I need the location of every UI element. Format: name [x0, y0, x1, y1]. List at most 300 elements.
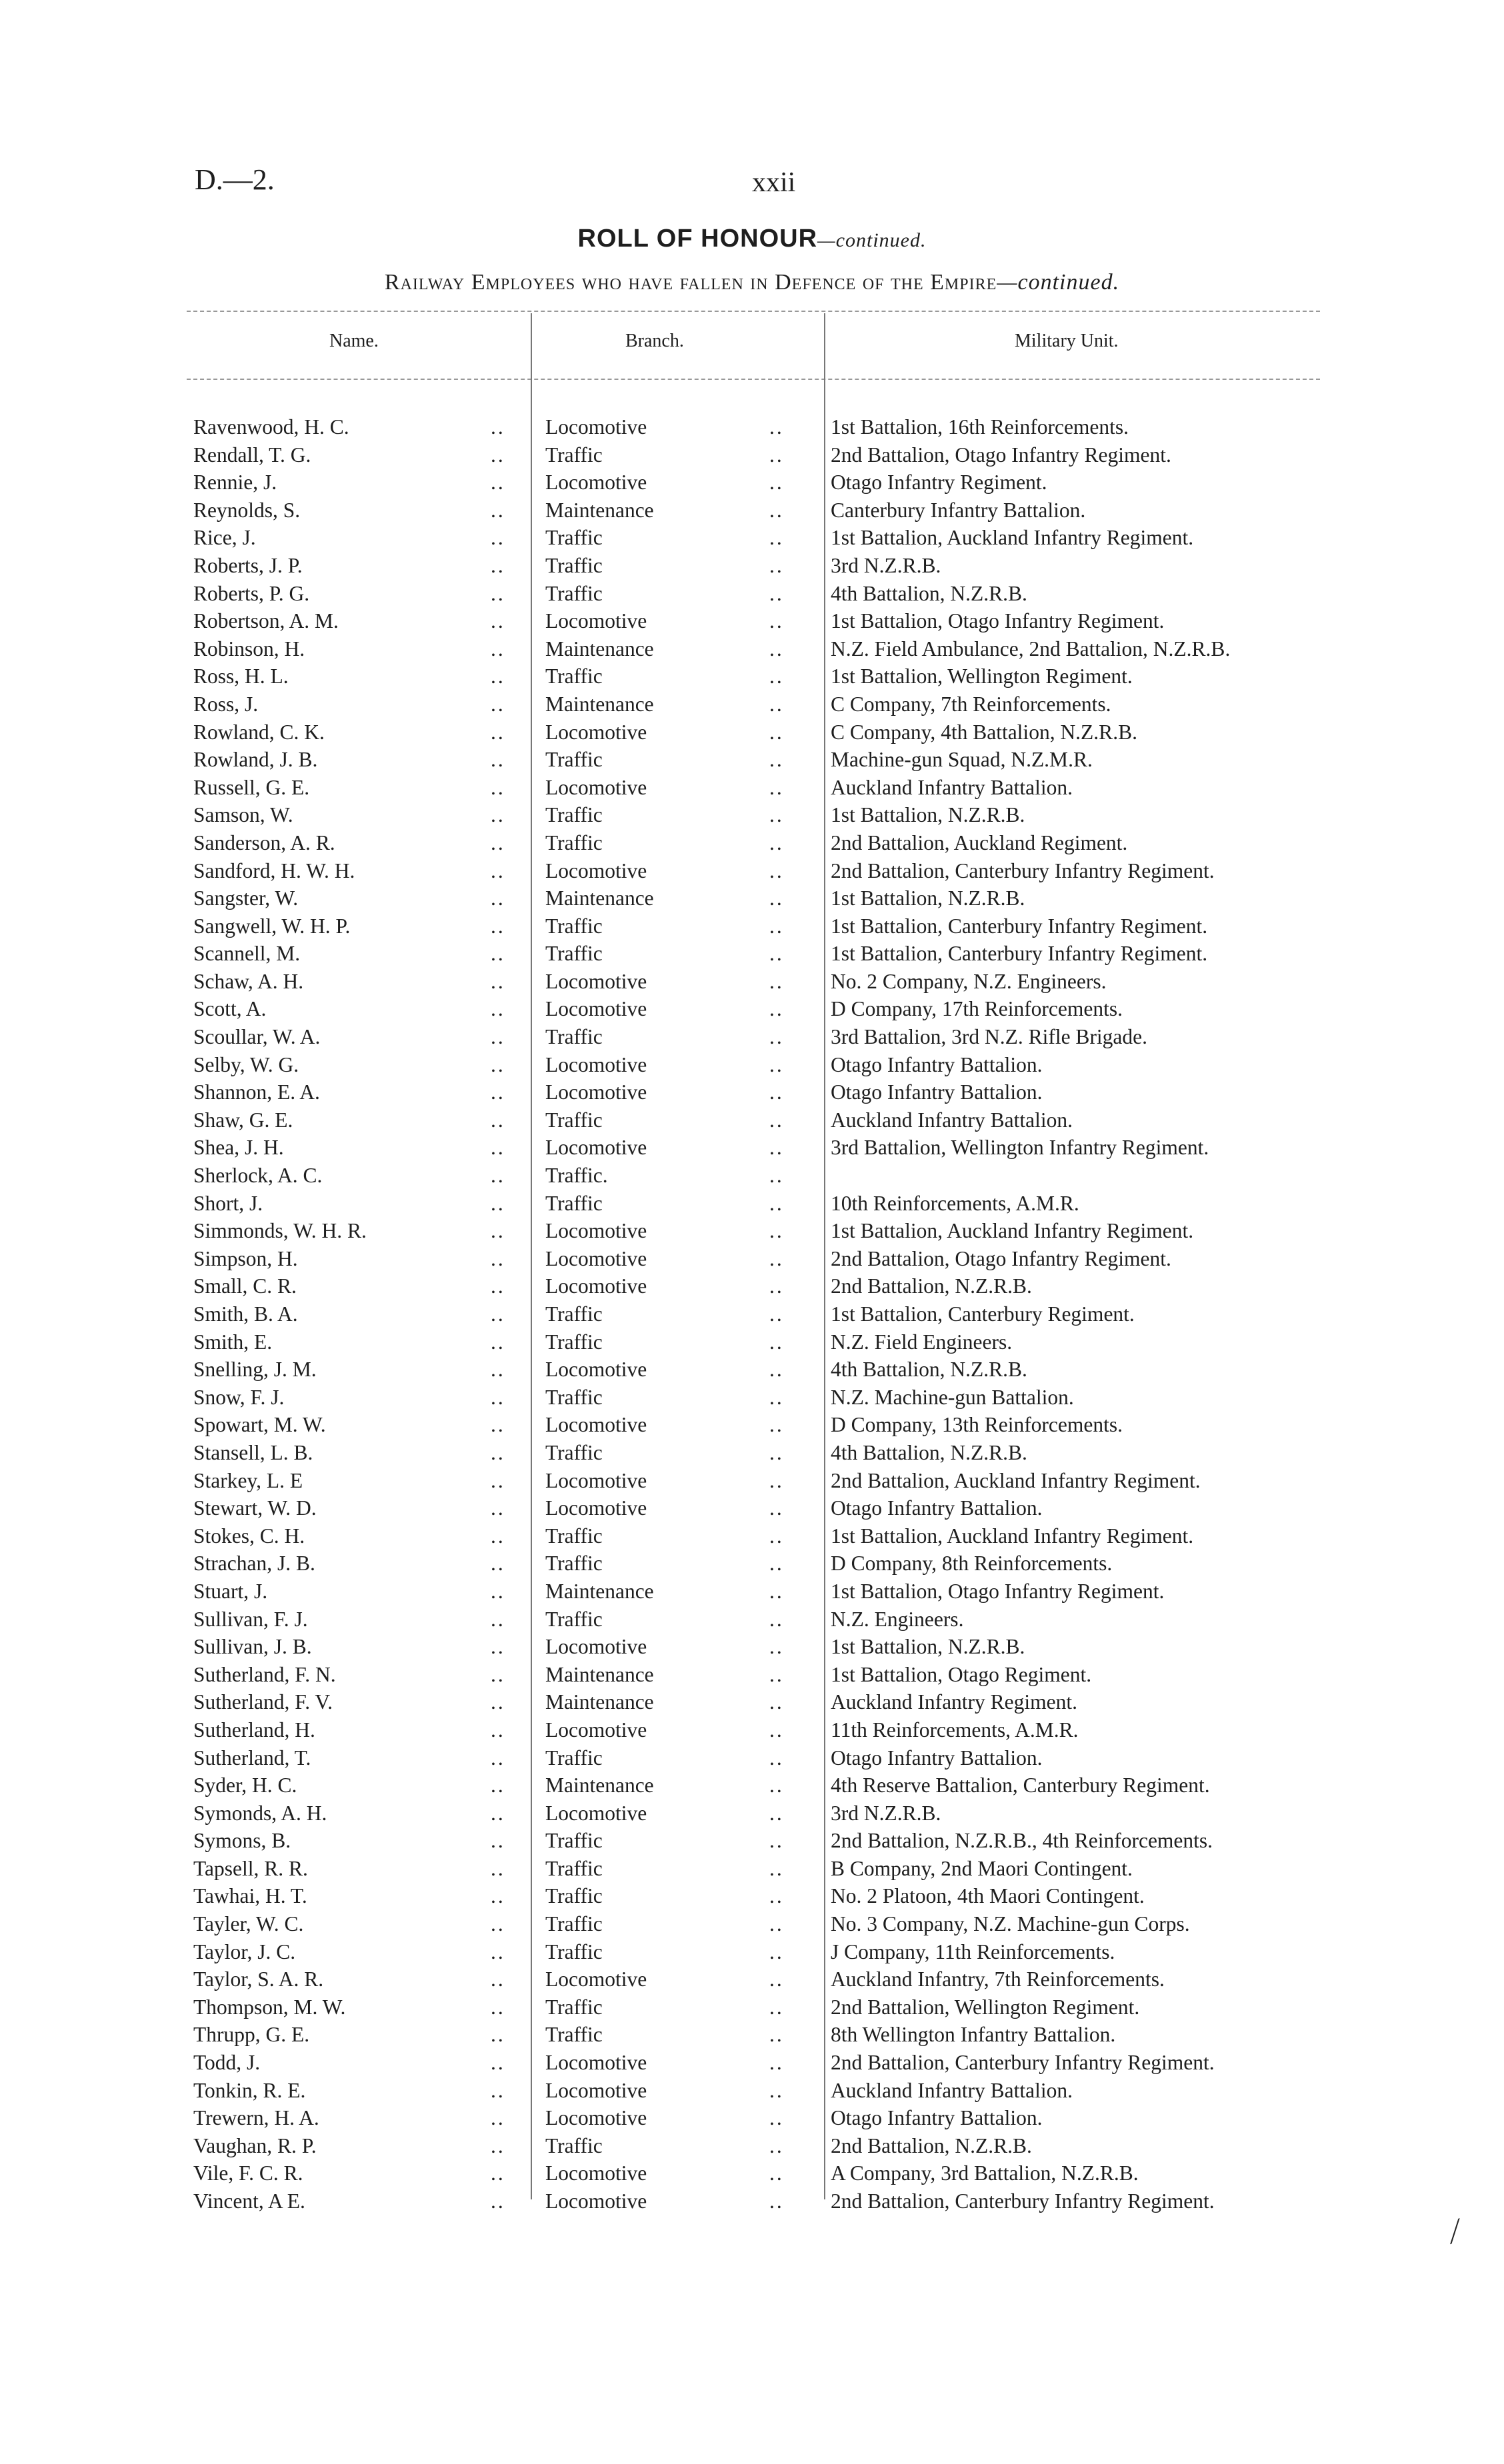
page-reference: D.—2.	[195, 163, 275, 196]
roll-branch: Traffic	[545, 1912, 603, 1936]
table-row	[0, 1411, 1504, 1439]
leader-dots: ..	[491, 1080, 505, 1104]
leader-dots: ..	[769, 1856, 784, 1880]
roll-subtitle	[0, 270, 1504, 295]
roll-name: Syder, H. C.	[193, 1774, 297, 1798]
roll-branch: Locomotive	[545, 609, 647, 633]
leader-dots: ..	[769, 1746, 784, 1770]
roll-name: Roberts, P. G.	[193, 581, 310, 605]
roll-name: Sherlock, A. C.	[193, 1164, 323, 1188]
leader-dots: ..	[769, 1080, 784, 1104]
leader-dots: ..	[769, 1774, 784, 1798]
table-row	[0, 497, 1504, 525]
table-row	[0, 1993, 1504, 2021]
leader-dots: ..	[769, 2106, 784, 2130]
table-row	[0, 2049, 1504, 2077]
roll-name: Tawhai, H. T.	[193, 1884, 307, 1908]
leader-dots: ..	[491, 1967, 505, 1991]
leader-dots: ..	[491, 1912, 505, 1936]
roll-military-unit: D Company, 13th Reinforcements.	[831, 1413, 1123, 1437]
leader-dots: ..	[769, 1718, 784, 1742]
leader-dots: ..	[491, 692, 505, 716]
table-row	[0, 1300, 1504, 1328]
roll-military-unit: 1st Battalion, Wellington Regiment.	[831, 664, 1133, 688]
leader-dots: ..	[769, 858, 784, 882]
roll-name: Sutherland, F. N.	[193, 1662, 336, 1686]
leader-dots: ..	[769, 1302, 784, 1326]
leader-dots: ..	[769, 1662, 784, 1686]
roll-branch: Traffic	[545, 914, 603, 938]
roll-subtitle-main: Railway Employees who have fallen in Defence of the Empire	[384, 270, 997, 295]
roll-military-unit: 2nd Battalion, Wellington Regiment.	[831, 1995, 1140, 2019]
roll-military-unit: 3rd Battalion, Wellington Infantry Regiment.	[831, 1136, 1209, 1160]
roll-military-unit: Auckland Infantry, 7th Reinforcements.	[831, 1967, 1165, 1991]
table-row	[0, 1855, 1504, 1883]
roll-name: Rowland, C. K.	[193, 720, 325, 744]
leader-dots: ..	[769, 1246, 784, 1270]
table-row	[0, 1800, 1504, 1828]
table-row	[0, 1772, 1504, 1800]
pencil-mark: ⁄	[1446, 2212, 1463, 2249]
roll-name: Stansell, L. B.	[193, 1440, 313, 1464]
leader-dots: ..	[769, 1607, 784, 1631]
roll-military-unit: 3rd Battalion, 3rd N.Z. Rifle Brigade.	[831, 1025, 1148, 1049]
table-row	[0, 1217, 1504, 1245]
roll-military-unit: 2nd Battalion, Canterbury Infantry Regiment.	[831, 2189, 1215, 2213]
roll-branch: Traffic.	[545, 1164, 608, 1188]
leader-dots: ..	[769, 636, 784, 660]
roll-branch: Locomotive	[545, 1801, 647, 1825]
leader-dots: ..	[491, 1440, 505, 1464]
table-row	[0, 801, 1504, 829]
table-row	[0, 940, 1504, 968]
leader-dots: ..	[769, 553, 784, 577]
roll-name: Rennie, J.	[193, 471, 277, 495]
leader-dots: ..	[769, 415, 784, 439]
leader-dots: ..	[491, 1579, 505, 1603]
table-row	[0, 1522, 1504, 1550]
roll-name: Starkey, L. E	[193, 1468, 303, 1492]
table-row	[0, 2021, 1504, 2049]
roll-military-unit: 1st Battalion, Auckland Infantry Regiment.	[831, 1219, 1194, 1243]
roll-military-unit: D Company, 17th Reinforcements.	[831, 997, 1123, 1021]
roll-name: Smith, E.	[193, 1330, 273, 1354]
leader-dots: ..	[491, 1302, 505, 1326]
table-row	[0, 690, 1504, 718]
leader-dots: ..	[491, 1801, 505, 1825]
leader-dots: ..	[491, 1856, 505, 1880]
leader-dots: ..	[491, 1219, 505, 1243]
leader-dots: ..	[491, 942, 505, 966]
roll-military-unit: Otago Infantry Regiment.	[831, 471, 1047, 495]
leader-dots: ..	[491, 1274, 505, 1298]
leader-dots: ..	[769, 581, 784, 605]
leader-dots: ..	[491, 1746, 505, 1770]
leader-dots: ..	[769, 1025, 784, 1049]
roll-military-unit: 1st Battalion, 16th Reinforcements.	[831, 415, 1129, 439]
roll-military-unit: 1st Battalion, N.Z.R.B.	[831, 803, 1025, 827]
roll-branch: Maintenance	[545, 886, 654, 910]
leader-dots: ..	[769, 914, 784, 938]
roll-name: Stokes, C. H.	[193, 1524, 305, 1548]
leader-dots: ..	[769, 2051, 784, 2075]
roll-branch: Locomotive	[545, 1967, 647, 1991]
leader-dots: ..	[491, 471, 505, 495]
leader-dots: ..	[769, 471, 784, 495]
leader-dots: ..	[491, 1385, 505, 1409]
table-row	[0, 1078, 1504, 1106]
table-row	[0, 1467, 1504, 1495]
roll-branch: Locomotive	[545, 997, 647, 1021]
table-row	[0, 662, 1504, 690]
roll-military-unit: 2nd Battalion, N.Z.R.B.	[831, 2133, 1032, 2157]
roll-branch: Locomotive	[545, 1718, 647, 1742]
roll-military-unit: 2nd Battalion, Auckland Regiment.	[831, 830, 1128, 854]
roll-branch: Traffic	[545, 1524, 603, 1548]
leader-dots: ..	[491, 664, 505, 688]
roll-name: Vaughan, R. P.	[193, 2133, 317, 2157]
roll-name: Selby, W. G.	[193, 1052, 299, 1076]
roll-branch: Locomotive	[545, 1496, 647, 1520]
column-header-unit: Military Unit.	[1015, 331, 1119, 351]
leader-dots: ..	[769, 1524, 784, 1548]
roll-branch: Traffic	[545, 1829, 603, 1853]
roll-branch: Traffic	[545, 1302, 603, 1326]
roll-name: Spowart, M. W.	[193, 1413, 326, 1437]
leader-dots: ..	[491, 720, 505, 744]
table-row	[0, 1661, 1504, 1689]
leader-dots: ..	[769, 1136, 784, 1160]
roll-name: Scoullar, W. A.	[193, 1025, 321, 1049]
table-row	[0, 1744, 1504, 1772]
roll-name: Stewart, W. D.	[193, 1496, 317, 1520]
table-row	[0, 1494, 1504, 1522]
leader-dots: ..	[769, 1440, 784, 1464]
column-header-name: Name.	[329, 331, 379, 351]
leader-dots: ..	[769, 1635, 784, 1659]
leader-dots: ..	[491, 636, 505, 660]
roll-military-unit: No. 3 Company, N.Z. Machine-gun Corps.	[831, 1912, 1190, 1936]
roll-branch: Maintenance	[545, 636, 654, 660]
roll-name: Simmonds, W. H. R.	[193, 1219, 367, 1243]
roll-name: Sutherland, F. V.	[193, 1690, 333, 1714]
roll-title	[0, 224, 1504, 253]
leader-dots: ..	[491, 1718, 505, 1742]
table-row	[0, 774, 1504, 802]
leader-dots: ..	[491, 1052, 505, 1076]
roll-branch: Maintenance	[545, 498, 654, 522]
leader-dots: ..	[491, 553, 505, 577]
roll-military-unit: N.Z. Machine-gun Battalion.	[831, 1385, 1074, 1409]
roll-military-unit: Otago Infantry Battalion.	[831, 1496, 1043, 1520]
table-row	[0, 1162, 1504, 1190]
roll-name: Taylor, S. A. R.	[193, 1967, 324, 1991]
table-row	[0, 2077, 1504, 2105]
roll-name: Samson, W.	[193, 803, 293, 827]
leader-dots: ..	[769, 2161, 784, 2185]
leader-dots: ..	[491, 1774, 505, 1798]
roll-name: Sullivan, F. J.	[193, 1607, 308, 1631]
roll-military-unit: 1st Battalion, N.Z.R.B.	[831, 886, 1025, 910]
leader-dots: ..	[769, 775, 784, 799]
leader-dots: ..	[769, 1579, 784, 1603]
roll-name: Sandford, H. W. H.	[193, 858, 355, 882]
leader-dots: ..	[769, 748, 784, 772]
header-top-rule	[187, 311, 1320, 312]
roll-name: Symonds, A. H.	[193, 1801, 327, 1825]
page-number: xxii	[752, 167, 796, 198]
leader-dots: ..	[769, 997, 784, 1021]
roll-branch: Locomotive	[545, 471, 647, 495]
leader-dots: ..	[491, 1191, 505, 1215]
roll-military-unit: Otago Infantry Battalion.	[831, 2106, 1043, 2130]
leader-dots: ..	[491, 526, 505, 550]
leader-dots: ..	[491, 803, 505, 827]
roll-name: Scott, A.	[193, 997, 267, 1021]
leader-dots: ..	[491, 1829, 505, 1853]
roll-branch: Traffic	[545, 664, 603, 688]
roll-subtitle-suffix: —continued.	[997, 270, 1120, 295]
leader-dots: ..	[491, 775, 505, 799]
roll-name: Ross, H. L.	[193, 664, 289, 688]
roll-branch: Traffic	[545, 803, 603, 827]
roll-military-unit: No. 2 Platoon, 4th Maori Contingent.	[831, 1884, 1145, 1908]
leader-dots: ..	[769, 1052, 784, 1076]
roll-name: Robinson, H.	[193, 636, 305, 660]
leader-dots: ..	[491, 1136, 505, 1160]
leader-dots: ..	[491, 1358, 505, 1382]
roll-name: Sangster, W.	[193, 886, 299, 910]
roll-branch: Traffic	[545, 1746, 603, 1770]
leader-dots: ..	[769, 1690, 784, 1714]
table-row	[0, 607, 1504, 635]
roll-military-unit: 11th Reinforcements, A.M.R.	[831, 1718, 1079, 1742]
table-row	[0, 2187, 1504, 2215]
roll-branch: Locomotive	[545, 2051, 647, 2075]
roll-name: Vincent, A E.	[193, 2189, 305, 2213]
table-row	[0, 968, 1504, 996]
roll-branch: Maintenance	[545, 1662, 654, 1686]
table-row	[0, 1245, 1504, 1273]
roll-branch: Traffic	[545, 748, 603, 772]
table-row	[0, 1356, 1504, 1384]
roll-branch: Maintenance	[545, 1690, 654, 1714]
roll-branch: Traffic	[545, 1025, 603, 1049]
table-row	[0, 1578, 1504, 1606]
roll-name: Roberts, J. P.	[193, 553, 303, 577]
roll-military-unit: 2nd Battalion, Otago Infantry Regiment.	[831, 1246, 1171, 1270]
roll-branch: Traffic	[545, 942, 603, 966]
roll-military-unit: D Company, 8th Reinforcements.	[831, 1552, 1113, 1576]
roll-military-unit: 2nd Battalion, N.Z.R.B.	[831, 1274, 1032, 1298]
header-bottom-rule	[187, 379, 1320, 380]
roll-military-unit: Auckland Infantry Battalion.	[831, 2078, 1073, 2102]
roll-branch: Traffic	[545, 1385, 603, 1409]
roll-military-unit: 4th Reserve Battalion, Canterbury Regiment.	[831, 1774, 1210, 1798]
roll-branch: Locomotive	[545, 969, 647, 993]
roll-military-unit: N.Z. Field Ambulance, 2nd Battalion, N.Z.R.B.	[831, 636, 1231, 660]
roll-branch: Traffic	[545, 1330, 603, 1354]
leader-dots: ..	[491, 415, 505, 439]
table-row	[0, 1633, 1504, 1661]
leader-dots: ..	[769, 1496, 784, 1520]
roll-military-unit: A Company, 3rd Battalion, N.Z.R.B.	[831, 2161, 1139, 2185]
roll-name: Thrupp, G. E.	[193, 2023, 310, 2047]
leader-dots: ..	[769, 1413, 784, 1437]
roll-name: Ross, J.	[193, 692, 259, 716]
roll-branch: Traffic	[545, 581, 603, 605]
roll-military-unit: 1st Battalion, Otago Infantry Regiment.	[831, 1579, 1165, 1603]
roll-branch: Maintenance	[545, 692, 654, 716]
roll-branch: Locomotive	[545, 1413, 647, 1437]
leader-dots: ..	[491, 1468, 505, 1492]
table-row	[0, 1606, 1504, 1634]
roll-branch: Locomotive	[545, 1358, 647, 1382]
leader-dots: ..	[491, 1025, 505, 1049]
leader-dots: ..	[769, 720, 784, 744]
leader-dots: ..	[769, 1884, 784, 1908]
roll-branch: Locomotive	[545, 720, 647, 744]
roll-name: Snow, F. J.	[193, 1385, 285, 1409]
roll-military-unit: C Company, 4th Battalion, N.Z.R.B.	[831, 720, 1137, 744]
roll-military-unit: 4th Battalion, N.Z.R.B.	[831, 1358, 1027, 1382]
leader-dots: ..	[769, 1191, 784, 1215]
table-row	[0, 2159, 1504, 2187]
table-row	[0, 1882, 1504, 1910]
leader-dots: ..	[491, 1524, 505, 1548]
roll-military-unit: 1st Battalion, Otago Regiment.	[831, 1662, 1092, 1686]
roll-branch: Traffic	[545, 1939, 603, 1963]
roll-name: Sutherland, H.	[193, 1718, 315, 1742]
leader-dots: ..	[491, 2189, 505, 2213]
roll-name: Ravenwood, H. C.	[193, 415, 349, 439]
table-row	[0, 829, 1504, 857]
leader-dots: ..	[491, 748, 505, 772]
roll-name: Short, J.	[193, 1191, 263, 1215]
table-row	[0, 1272, 1504, 1300]
leader-dots: ..	[769, 2133, 784, 2157]
leader-dots: ..	[769, 1219, 784, 1243]
leader-dots: ..	[491, 609, 505, 633]
roll-name: Shea, J. H.	[193, 1136, 284, 1160]
roll-branch: Locomotive	[545, 1246, 647, 1270]
leader-dots: ..	[769, 2078, 784, 2102]
roll-branch: Traffic	[545, 830, 603, 854]
leader-dots: ..	[769, 803, 784, 827]
roll-name: Shaw, G. E.	[193, 1108, 293, 1132]
table-row	[0, 912, 1504, 940]
leader-dots: ..	[769, 1385, 784, 1409]
leader-dots: ..	[491, 2106, 505, 2130]
roll-name: Rice, J.	[193, 526, 256, 550]
roll-name: Taylor, J. C.	[193, 1939, 296, 1963]
leader-dots: ..	[769, 2189, 784, 2213]
leader-dots: ..	[769, 886, 784, 910]
roll-branch: Traffic	[545, 553, 603, 577]
roll-name: Simpson, H.	[193, 1246, 298, 1270]
roll-branch: Locomotive	[545, 1635, 647, 1659]
roll-branch: Traffic	[545, 1995, 603, 2019]
roll-military-unit: 1st Battalion, Canterbury Infantry Regiment.	[831, 942, 1208, 966]
leader-dots: ..	[491, 1413, 505, 1437]
leader-dots: ..	[491, 2161, 505, 2185]
leader-dots: ..	[491, 997, 505, 1021]
table-row	[0, 995, 1504, 1023]
table-row	[0, 635, 1504, 663]
roll-branch: Locomotive	[545, 1080, 647, 1104]
roll-branch: Locomotive	[545, 1468, 647, 1492]
roll-branch: Locomotive	[545, 1274, 647, 1298]
roll-name: Trewern, H. A.	[193, 2106, 319, 2130]
leader-dots: ..	[491, 1939, 505, 1963]
roll-table	[0, 413, 1504, 2215]
leader-dots: ..	[491, 858, 505, 882]
roll-military-unit: N.Z. Engineers.	[831, 1607, 964, 1631]
leader-dots: ..	[769, 1552, 784, 1576]
roll-military-unit: 1st Battalion, Canterbury Infantry Regiment.	[831, 914, 1208, 938]
roll-branch: Locomotive	[545, 2189, 647, 2213]
roll-military-unit: Machine-gun Squad, N.Z.M.R.	[831, 748, 1093, 772]
leader-dots: ..	[769, 1164, 784, 1188]
roll-military-unit: 8th Wellington Infantry Battalion.	[831, 2023, 1116, 2047]
roll-military-unit: 4th Battalion, N.Z.R.B.	[831, 1440, 1027, 1464]
roll-name: Tapsell, R. R.	[193, 1856, 308, 1880]
leader-dots: ..	[491, 1995, 505, 2019]
leader-dots: ..	[769, 1358, 784, 1382]
roll-military-unit: 3rd N.Z.R.B.	[831, 1801, 941, 1825]
table-row	[0, 746, 1504, 774]
leader-dots: ..	[769, 942, 784, 966]
leader-dots: ..	[769, 664, 784, 688]
roll-name: Todd, J.	[193, 2051, 261, 2075]
roll-branch: Traffic	[545, 1191, 603, 1215]
roll-branch: Traffic	[545, 1552, 603, 1576]
leader-dots: ..	[491, 2078, 505, 2102]
table-row	[0, 1106, 1504, 1134]
leader-dots: ..	[769, 1330, 784, 1354]
table-row	[0, 1134, 1504, 1162]
leader-dots: ..	[769, 692, 784, 716]
roll-name: Schaw, A. H.	[193, 969, 304, 993]
leader-dots: ..	[491, 1884, 505, 1908]
roll-title-suffix: —continued.	[817, 229, 927, 251]
roll-branch: Traffic	[545, 1884, 603, 1908]
roll-name: Sanderson, A. R.	[193, 830, 335, 854]
roll-name: Russell, G. E.	[193, 775, 310, 799]
table-row	[0, 1827, 1504, 1855]
table-row	[0, 1910, 1504, 1938]
leader-dots: ..	[769, 2023, 784, 2047]
roll-military-unit: 2nd Battalion, Auckland Infantry Regiment.	[831, 1468, 1201, 1492]
leader-dots: ..	[491, 1635, 505, 1659]
roll-name: Tonkin, R. E.	[193, 2078, 306, 2102]
roll-name: Shannon, E. A.	[193, 1080, 320, 1104]
roll-branch: Locomotive	[545, 858, 647, 882]
leader-dots: ..	[491, 1662, 505, 1686]
leader-dots: ..	[491, 1164, 505, 1188]
roll-military-unit: Auckland Infantry Battalion.	[831, 1108, 1073, 1132]
roll-military-unit: 1st Battalion, Auckland Infantry Regiment.	[831, 526, 1194, 550]
leader-dots: ..	[491, 2051, 505, 2075]
roll-branch: Traffic	[545, 443, 603, 467]
leader-dots: ..	[491, 914, 505, 938]
table-row	[0, 718, 1504, 746]
roll-name: Robertson, A. M.	[193, 609, 339, 633]
roll-branch: Locomotive	[545, 2106, 647, 2130]
roll-military-unit: 1st Battalion, Otago Infantry Regiment.	[831, 609, 1165, 633]
table-row	[0, 2104, 1504, 2132]
roll-name: Vile, F. C. R.	[193, 2161, 303, 2185]
